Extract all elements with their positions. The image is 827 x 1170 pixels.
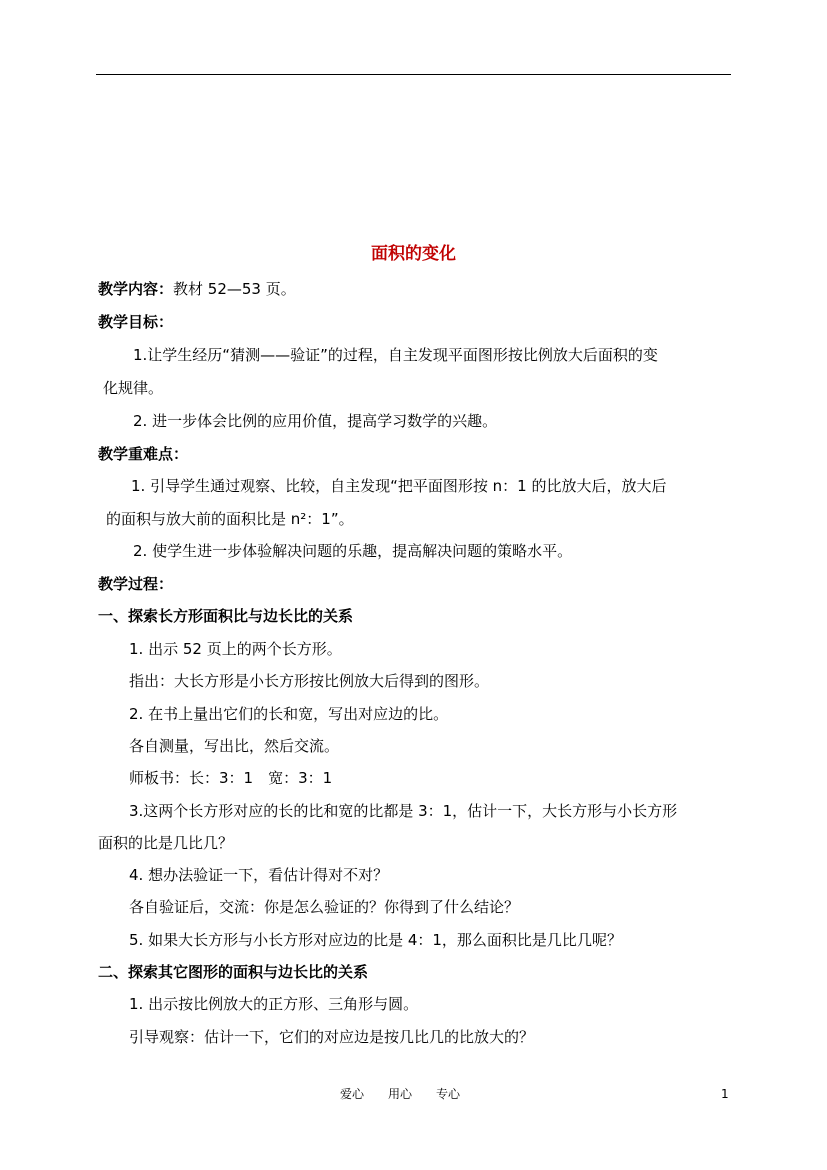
goals-label: 教学目标： <box>98 313 174 331</box>
process-line: 引导观察：估计一下，它们的对应边是按几比几的比放大的？ <box>129 1028 535 1046</box>
page-number: 1 <box>721 1087 729 1101</box>
process-line: 4. 想办法验证一下，看估计得对不对？ <box>129 866 389 884</box>
document-title: 面积的变化 <box>371 244 456 264</box>
process-line: 面积的比是几比几？ <box>98 834 234 852</box>
goal-item: 2. 进一步体会比例的应用价值，提高学习数学的兴趣。 <box>133 412 498 430</box>
process-line: 3.这两个长方形对应的长的比和宽的比都是 3：1，估计一下，大长方形与小长方形 <box>129 802 678 820</box>
section-heading: 二、探索其它图形的面积与边长比的关系 <box>98 963 369 981</box>
keypoint-item: 2. 使学生进一步体验解决问题的乐趣，提高解决问题的策略水平。 <box>133 542 573 560</box>
process-line: 5. 如果大长方形与小长方形对应边的比是 4：1，那么面积比是几比几呢？ <box>129 931 622 949</box>
section-heading: 一、探索长方形面积比与边长比的关系 <box>98 607 354 625</box>
process-line: 师板书：长：3：1 宽：3：1 <box>129 769 333 787</box>
header-rule <box>96 74 731 75</box>
process-line: 2. 在书上量出它们的长和宽，写出对应边的比。 <box>129 705 449 723</box>
content-label: 教学内容： <box>98 280 174 298</box>
footer-motto: 爱心 用心 专心 <box>340 1087 461 1101</box>
keypoint-item: 1. 引导学生通过观察、比较，自主发现“把平面图形按 n：1 的比放大后，放大后 <box>131 477 667 495</box>
process-line: 1. 出示 52 页上的两个长方形。 <box>129 640 342 658</box>
content-text: 教材 52—53 页。 <box>173 280 296 298</box>
process-line: 1. 出示按比例放大的正方形、三角形与圆。 <box>129 995 419 1013</box>
keypoints-label: 教学重难点： <box>98 445 189 463</box>
process-line: 各自验证后，交流：你是怎么验证的？你得到了什么结论？ <box>129 898 520 916</box>
process-line: 指出：大长方形是小长方形按比例放大后得到的图形。 <box>129 672 490 690</box>
goal-item: 化规律。 <box>103 379 164 397</box>
process-line: 各自测量，写出比，然后交流。 <box>129 737 340 755</box>
keypoint-item: 的面积与放大前的面积比是 n²：1”。 <box>106 510 354 528</box>
goal-item: 1.让学生经历“猜测——验证”的过程，自主发现平面图形按比例放大后面积的变 <box>133 346 658 364</box>
content-line <box>98 279 296 299</box>
process-label: 教学过程： <box>98 575 174 593</box>
